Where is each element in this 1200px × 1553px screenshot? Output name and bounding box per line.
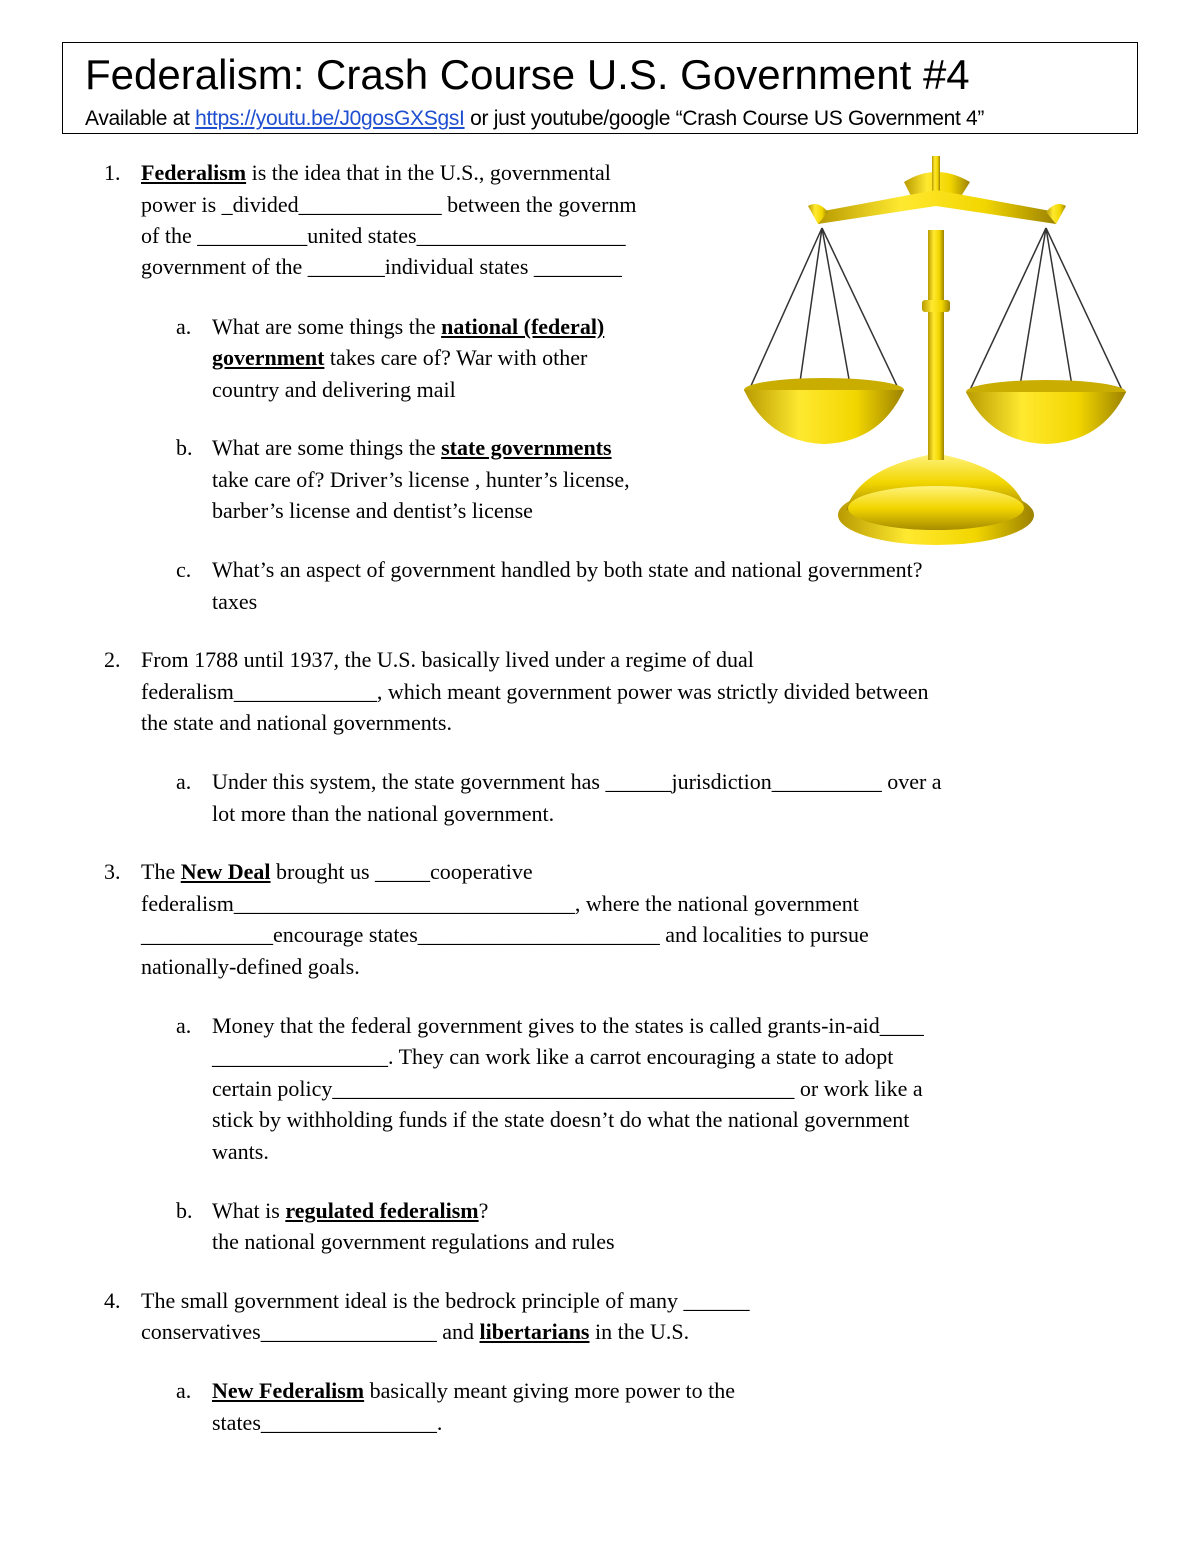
q1c-letter: c.	[176, 557, 192, 582]
q2-line-2: federalism_____________, which meant government power was strictly divided between	[141, 679, 929, 704]
q1-line-3: of the __________united states___________________	[141, 223, 626, 248]
q1-line-1: Federalism is the idea that in the U.S., governmental	[141, 160, 611, 185]
video-source-line	[85, 107, 1135, 131]
balance-scale-icon	[738, 150, 1130, 550]
q1a-line-3: country and delivering mail	[212, 377, 456, 402]
q2-number: 2.	[104, 647, 121, 672]
worksheet-header	[62, 42, 1138, 134]
q1a-letter: a.	[176, 314, 192, 339]
q2a-line-1: Under this system, the state government has ______jurisdiction__________ over a	[212, 769, 942, 794]
q1c-line-2: taxes	[212, 589, 258, 614]
q1b-term-state-governments: state governments	[441, 435, 612, 460]
video-link[interactable]: https://youtu.be/J0gosGXSgsI	[195, 107, 465, 130]
q3-number: 3.	[104, 859, 121, 884]
q3-term-new-deal: New Deal	[180, 859, 271, 884]
q4-term-libertarians: libertarians	[479, 1319, 590, 1344]
q4-line-2: conservatives________________ and libertarians in the U.S.	[141, 1319, 690, 1344]
q2a-line-2: lot more than the national government.	[212, 801, 555, 826]
q1a-term-national: national (federal)	[441, 314, 605, 339]
q1a-line-1: What are some things the national (federal)	[212, 314, 605, 339]
q3b-line-2: the national government regulations and rules	[212, 1229, 615, 1254]
q2-line-3: the state and national governments.	[141, 710, 452, 735]
q2-line-1: From 1788 until 1937, the U.S. basically lived under a regime of dual	[141, 647, 754, 672]
available-suffix: or just youtube/google “Crash Course US Government 4”	[464, 107, 985, 130]
q1c-line-1: What’s an aspect of government handled by both state and national government?	[212, 557, 923, 582]
q3-line-2: federalism_______________________________, where the national government	[141, 891, 859, 916]
q3a-line-1: Money that the federal government gives to the states is called grants-in-aid____	[212, 1013, 924, 1038]
q4a-term-new-federalism: New Federalism	[212, 1378, 365, 1403]
q1b-letter: b.	[176, 435, 193, 460]
q3-line-4: nationally-defined goals.	[141, 954, 360, 979]
q3-line-3: ____________encourage states______________________ and localities to pursue	[141, 922, 869, 947]
q4a-line-2: states________________.	[212, 1410, 443, 1435]
q3a-line-3: certain policy__________________________________________ or work like a	[212, 1076, 923, 1101]
q3a-line-2: ________________. They can work like a carrot encouraging a state to adopt	[212, 1044, 894, 1069]
q4-line-1: The small government ideal is the bedrock principle of many ______	[141, 1288, 750, 1313]
q1-line-4: government of the _______individual states ________	[141, 254, 622, 279]
q3b-term-regulated-federalism: regulated federalism	[285, 1198, 479, 1223]
q1-number: 1.	[104, 160, 121, 185]
q4a-line-1: New Federalism basically meant giving more power to the	[212, 1378, 735, 1403]
available-prefix: Available at	[85, 107, 196, 130]
q1b-line-2: take care of? Driver’s license , hunter’s license,	[212, 467, 630, 492]
q3-line-1: The New Deal brought us _____cooperative	[141, 859, 533, 884]
q4-number: 4.	[104, 1288, 121, 1313]
q1b-line-1: What are some things the state governments	[212, 435, 612, 460]
q1-line-2: power is _divided_____________ between the governm	[141, 192, 637, 217]
q3b-line-1: What is regulated federalism?	[212, 1198, 489, 1223]
q1a-term-government: government	[212, 345, 325, 370]
q3a-letter: a.	[176, 1013, 192, 1038]
worksheet-title: Federalism: Crash Course U.S. Government #4	[85, 51, 970, 98]
q3a-line-4: stick by withholding funds if the state doesn’t do what the national government	[212, 1107, 910, 1132]
q1b-line-3: barber’s license and dentist’s license	[212, 498, 533, 523]
q2a-letter: a.	[176, 769, 192, 794]
q1a-line-2: government takes care of? War with other	[212, 345, 588, 370]
q3a-line-5: wants.	[212, 1139, 269, 1164]
q4a-letter: a.	[176, 1378, 192, 1403]
q1-term-federalism: Federalism	[141, 160, 247, 185]
q3b-letter: b.	[176, 1198, 193, 1223]
